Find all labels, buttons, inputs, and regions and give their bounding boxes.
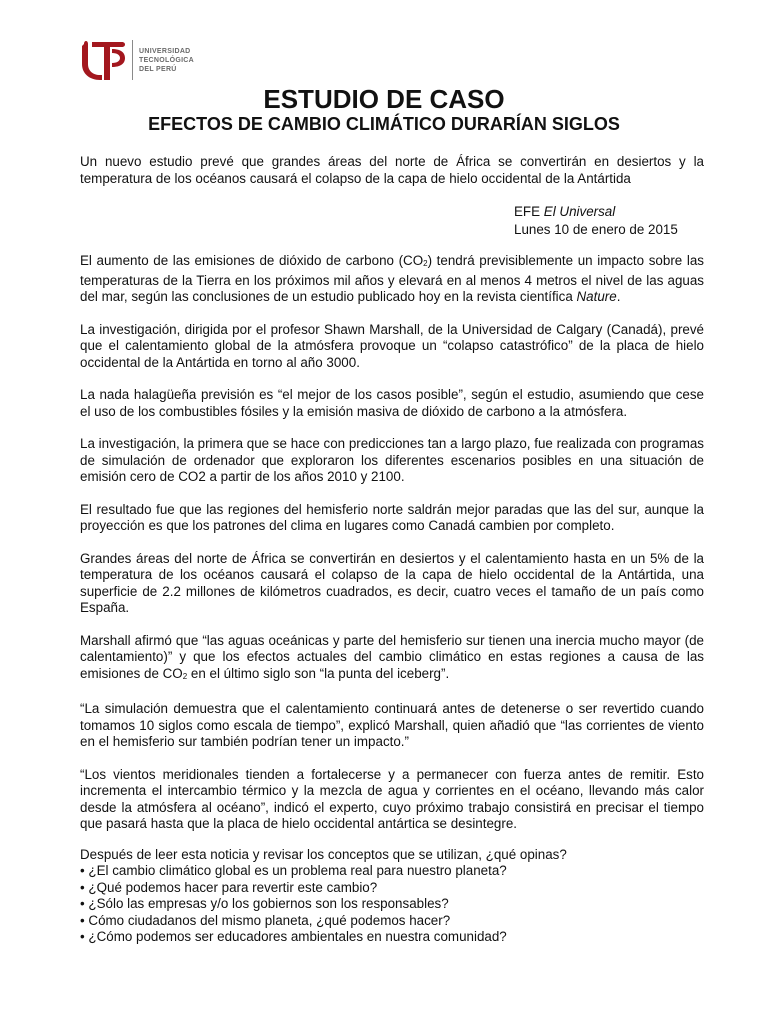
paragraph-text: en el último siglo son “la punta del iceberg”. [187, 665, 450, 681]
document-title: ESTUDIO DE CASO [263, 84, 505, 114]
byline-source [514, 203, 690, 221]
question-item: • ¿El cambio climático global es un problema real para nuestro planeta? [80, 863, 507, 878]
university-logo [78, 38, 194, 82]
paragraph [80, 633, 704, 686]
paragraph: El resultado fue que las regiones del hemisferio norte saldrán mejor paradas que las del sur, aunque la proyección es que los patrones del clima en lugares como Canadá cambien por completo. [80, 501, 704, 533]
question-item: • ¿Sólo las empresas y/o los gobiernos son los responsables? [80, 896, 449, 911]
discussion-questions [80, 847, 704, 946]
utp-logo-icon [78, 38, 128, 82]
logo-line: UNIVERSIDAD [139, 47, 191, 55]
paragraph: La investigación, dirigida por el profesor Shawn Marshall, de la Universidad de Calgary (Canadá), prevé que el calentamiento global de la atmósfera provoque un “colapso catastrófico” de la placa de hielo occidental de la Antártida en torno al año 3000. [80, 321, 704, 370]
questions-prompt: Después de leer esta noticia y revisar los conceptos que se utilizan, ¿qué opinas? [80, 846, 567, 862]
article-body [80, 154, 704, 946]
intro-paragraph: Un nuevo estudio prevé que grandes áreas del norte de África se convertirán en desiertos y la temperatura de los océanos causará el colapso de la capa de hielo occidental de la Antártida [80, 154, 704, 186]
byline-agency: EFE [514, 204, 541, 219]
logo-divider [132, 40, 133, 80]
document-subtitle: EFECTOS DE CAMBIO CLIMÁTICO DURARÍAN SIGLOS [148, 114, 620, 134]
paragraph [80, 253, 704, 306]
paragraph-text: . [616, 289, 621, 304]
question-item: • ¿Cómo podemos ser educadores ambientales en nuestra comunidad? [80, 929, 507, 944]
question-item: • ¿Qué podemos hacer para revertir este cambio? [80, 879, 378, 895]
byline-date: Lunes 10 de enero de 2015 [514, 222, 678, 237]
paragraph-text: Marshall afirmó que “las aguas oceánicas y parte del hemisferio sur tienen una inercia mucho mayor (de calentamiento)” y que los efectos actuales del cambio climático en estas regiones a causa de las emisiones de CO [80, 632, 704, 681]
question-item: • Cómo ciudadanos del mismo planeta, ¿qué podemos hacer? [80, 912, 451, 928]
paragraph: “La simulación demuestra que el calentamiento continuará antes de detenerse o ser revertido cuando tomamos 10 siglos como escala de tiempo”, explicó Marshall, quien añadió que “las corrientes de viento en el hemisferio sur también podrían tener un impacto.” [80, 701, 704, 749]
subscript: 2 [182, 671, 188, 681]
logo-line: DEL PERÚ [139, 65, 177, 73]
paragraph-text: El aumento de las emisiones de dióxido de carbono (CO [80, 253, 424, 268]
paragraph: Grandes áreas del norte de África se convertirán en desiertos y el calentamiento hasta en un 5% de la temperatura de los océanos causará el colapso de la capa de hielo occidental de la Antártida, una superficie de 2.2 millones de kilómetros cuadrados, es decir, cuatro veces el tamaño de un país como España. [80, 550, 704, 615]
subscript: 2 [423, 259, 428, 268]
journal-name: Nature [576, 289, 617, 304]
byline [80, 203, 704, 239]
paragraph-text: ) tendrá previsiblemente un impacto sobre las temperaturas de la Tierra en los próximos mil años y elevará en al menos 4 metros el nivel de las aguas del mar, según las conclusiones de un estudio publicado hoy en la revista científica [80, 253, 704, 304]
paragraph: “Los vientos meridionales tienden a fortalecerse y a permanecer con fuerza antes de remitir. Esto incrementa el intercambio térmico y la mezcla de agua y corrientes en el océano, llevando más calor desde la atmósfera al océano”, indicó el experto, cuyo próximo trabajo consistirá en precisar el tiempo que pasará hasta que la placa de hielo occidental antártica se desintegre. [80, 766, 704, 831]
logo-wordmark [139, 47, 194, 74]
paragraph: La nada halagüeña previsión es “el mejor de los casos posible”, según el estudio, asumiendo que cese el uso de los combustibles fósiles y la emisión masiva de dióxido de carbono a la atmósfera. [80, 387, 704, 419]
paragraph: La investigación, la primera que se hace con predicciones tan a largo plazo, fue realizada con programas de simulación de ordenador que exploraron los diferentes escenarios posibles en una situación de emisión cero de CO2 a partir de los años 2010 y 2100. [80, 436, 704, 484]
byline-publication: El Universal [543, 204, 616, 219]
logo-line: TECNOLÓGICA [139, 56, 195, 64]
